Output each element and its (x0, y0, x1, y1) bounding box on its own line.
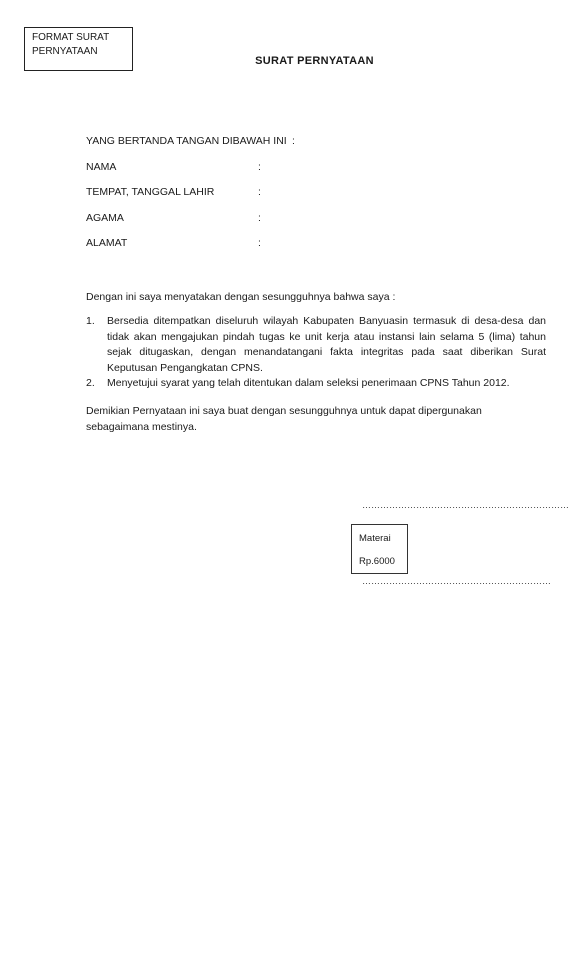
identity-heading-colon: : (292, 135, 295, 147)
identity-section (86, 134, 506, 262)
field-colon: : (258, 211, 261, 224)
statement-number: 1. (86, 315, 95, 327)
format-label-line1: FORMAT SURAT (32, 32, 110, 43)
signature-name-dotted-line: ……………………………………………………… (362, 576, 551, 586)
field-row-nama (86, 160, 506, 186)
field-row-tempat-tanggal-lahir (86, 185, 506, 211)
format-label-line2: PERNYATAAN (32, 46, 98, 57)
field-label-alamat: ALAMAT (86, 237, 128, 249)
field-colon: : (258, 160, 261, 173)
field-label-agama: AGAMA (86, 211, 124, 224)
document-title: SURAT PERNYATAAN (255, 55, 374, 67)
identity-heading: YANG BERTANDA TANGAN DIBAWAH INI (86, 135, 287, 147)
statement-list (86, 314, 546, 392)
stamp-label: Materai (359, 533, 391, 544)
field-colon: : (258, 186, 261, 198)
identity-heading-row (86, 134, 506, 160)
statement-item (86, 376, 546, 392)
field-label-nama: NAMA (86, 160, 117, 173)
field-row-alamat (86, 236, 506, 262)
field-colon: : (258, 237, 261, 249)
field-row-agama (86, 211, 506, 237)
statement-item (86, 314, 546, 376)
closing-text: Demikian Pernyataan ini saya buat dengan sesungguhnya untuk dapat dipergunakan sebagaimana mestinya. (86, 405, 482, 433)
statement-text: Menyetujui syarat yang telah ditentukan dalam seleksi penerimaan CPNS Tahun 2012. (107, 377, 510, 389)
stamp-box (351, 524, 408, 574)
statement-number: 2. (86, 377, 95, 389)
field-label-tempat-tanggal-lahir: TEMPAT, TANGGAL LAHIR (86, 186, 215, 198)
statement-text: Bersedia ditempatkan diseluruh wilayah Kabupaten Banyuasin termasuk di desa-desa dan tidak akan mengajukan pindah tugas ke unit kerja atau instansi lain selama 5 (lima) tahun sejak ditugaskan, dengan menandatangani fakta integritas pada saat diberikan Surat Keputusan Pengangkatan CPNS. (107, 315, 546, 374)
intro-text: Dengan ini saya menyatakan dengan sesungguhnya bahwa saya : (86, 291, 396, 303)
stamp-value: Rp.6000 (359, 556, 395, 567)
place-date-dotted-line: …………………………………………………………… (362, 500, 569, 510)
